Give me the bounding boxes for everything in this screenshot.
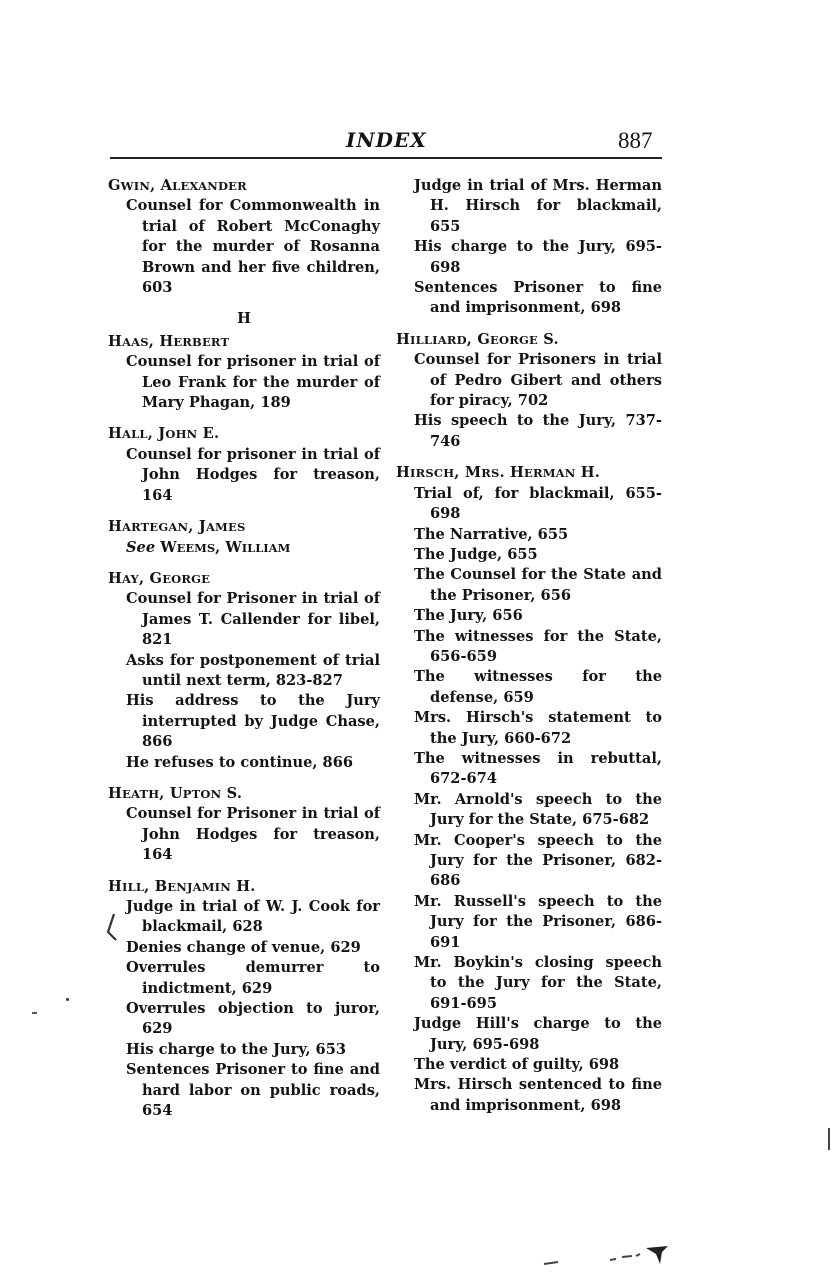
index-entry-heath [108, 784, 380, 866]
entry-item: Judge in trial of W. J. Cook for blackmail, 628 [126, 898, 380, 936]
entry-item: Counsel for prisoner in trial of John Hodges for treason, 164 [126, 445, 380, 504]
see-reference: See WEEMS, WILLIAM [126, 538, 291, 556]
entry-heading: HIRSCH, MRS. HERMAN H. [396, 464, 601, 482]
section-letter: H [237, 310, 251, 328]
speck-mark [32, 1012, 37, 1014]
entry-item: The witnesses for the State, 656-659 [414, 627, 662, 665]
entry-item: The Judge, 655 [414, 545, 538, 563]
index-entry-hill [108, 877, 380, 1122]
entry-item: Judge in trial of Mrs. Herman H. Hirsch for blackmail, 655 [414, 177, 662, 235]
entry-item: Denies change of venue, 629 [126, 938, 361, 956]
entry-heading: HALL, JOHN E. [108, 425, 220, 443]
entry-item: Trial of, for blackmail, 655-698 [414, 484, 662, 523]
entry-heading: HEATH, UPTON S. [108, 784, 243, 802]
index-entry-hartegan [108, 517, 380, 558]
entry-item: Overrules objection to juror, 629 [126, 1000, 380, 1038]
entry-item: Mrs. Hirsch sentenced to fine and imprisonment, 698 [414, 1076, 662, 1114]
entry-item: His charge to the Jury, 695-698 [414, 238, 662, 276]
entry-item: The Narrative, 655 [414, 525, 569, 543]
entry-item: Mrs. Hirsch's statement to the Jury, 660-672 [414, 709, 662, 747]
index-entry-hirsch [396, 463, 662, 1116]
entry-heading: HAAS, HERBERT [108, 332, 230, 350]
entry-heading: HARTEGAN, JAMES [108, 518, 246, 536]
index-entry-gwin [108, 176, 380, 298]
entry-item: The Jury, 656 [414, 607, 523, 625]
index-entry-hay [108, 569, 380, 773]
entry-item: Counsel for prisoner in trial of Leo Frank for the murder of Mary Phagan, 189 [126, 353, 380, 412]
entry-item: Mr. Cooper's speech to the Jury for the Prisoner, 682-686 [414, 831, 662, 890]
page-number: 887 [618, 128, 653, 153]
entry-item: Overrules demurrer to indictment, 629 [126, 959, 380, 997]
entry-item: Counsel for Prisoner in trial of James T. Callender for libel, 821 [126, 590, 380, 649]
index-column-right [396, 176, 662, 1127]
entry-item: The Counsel for the State and the Prisoner, 656 [414, 566, 662, 604]
page-header [0, 0, 836, 170]
pencil-mark [100, 912, 120, 942]
running-title: INDEX [346, 128, 427, 152]
entry-heading: HILL, BENJAMIN H. [108, 877, 256, 895]
entry-item: He refuses to continue, 866 [126, 753, 354, 771]
entry-item: The witnesses for the defense, 659 [414, 668, 662, 706]
entry-heading: GWIN, ALEXANDER [108, 177, 247, 194]
entry-item: Counsel for Commonwealth in trial of Robert McConaghy for the murder of Rosanna Brown and her five children, 603 [126, 197, 380, 297]
entry-item: Counsel for Prisoner in trial of John Hodges for treason, 164 [126, 805, 380, 864]
entry-item: The witnesses in rebuttal, 672-674 [414, 749, 662, 788]
index-entry-haas [108, 332, 380, 414]
entry-heading: HILLIARD, GEORGE S. [396, 330, 559, 348]
index-entry-hilliard [396, 330, 662, 452]
entry-item: Mr. Boykin's closing speech to the Jury for the State, 691-695 [414, 954, 662, 1012]
entry-item: His address to the Jury interrupted by Judge Chase, 866 [126, 692, 380, 751]
entry-heading: HAY, GEORGE [108, 569, 211, 587]
entry-item: Counsel for Prisoners in trial of Pedro Gibert and others for piracy, 702 [414, 351, 662, 410]
header-rule [110, 157, 662, 159]
entry-item: Mr. Russell's speech to the Jury for the Prisoner, 686-691 [414, 892, 662, 951]
index-entry-hall [108, 424, 380, 506]
entry-item: Judge Hill's charge to the Jury, 695-698 [414, 1015, 662, 1053]
edge-mark [828, 1128, 830, 1150]
entry-item: The verdict of guilty, 698 [414, 1056, 620, 1074]
index-column-left [108, 176, 380, 1132]
index-entry-hill-continued [396, 176, 662, 319]
entry-item: Sentences Prisoner to fine and hard labor on public roads, 654 [126, 1061, 380, 1120]
scan-smudge [536, 1244, 676, 1268]
entry-item: Asks for postponement of trial until next term, 823-827 [126, 651, 380, 689]
entry-item: Mr. Arnold's speech to the Jury for the State, 675-682 [414, 790, 662, 829]
entry-item: His speech to the Jury, 737-746 [414, 412, 662, 450]
entry-item: His charge to the Jury, 653 [126, 1040, 347, 1058]
speck-mark [66, 998, 69, 1001]
entry-item: Sentences Prisoner to fine and imprisonment, 698 [414, 279, 662, 317]
